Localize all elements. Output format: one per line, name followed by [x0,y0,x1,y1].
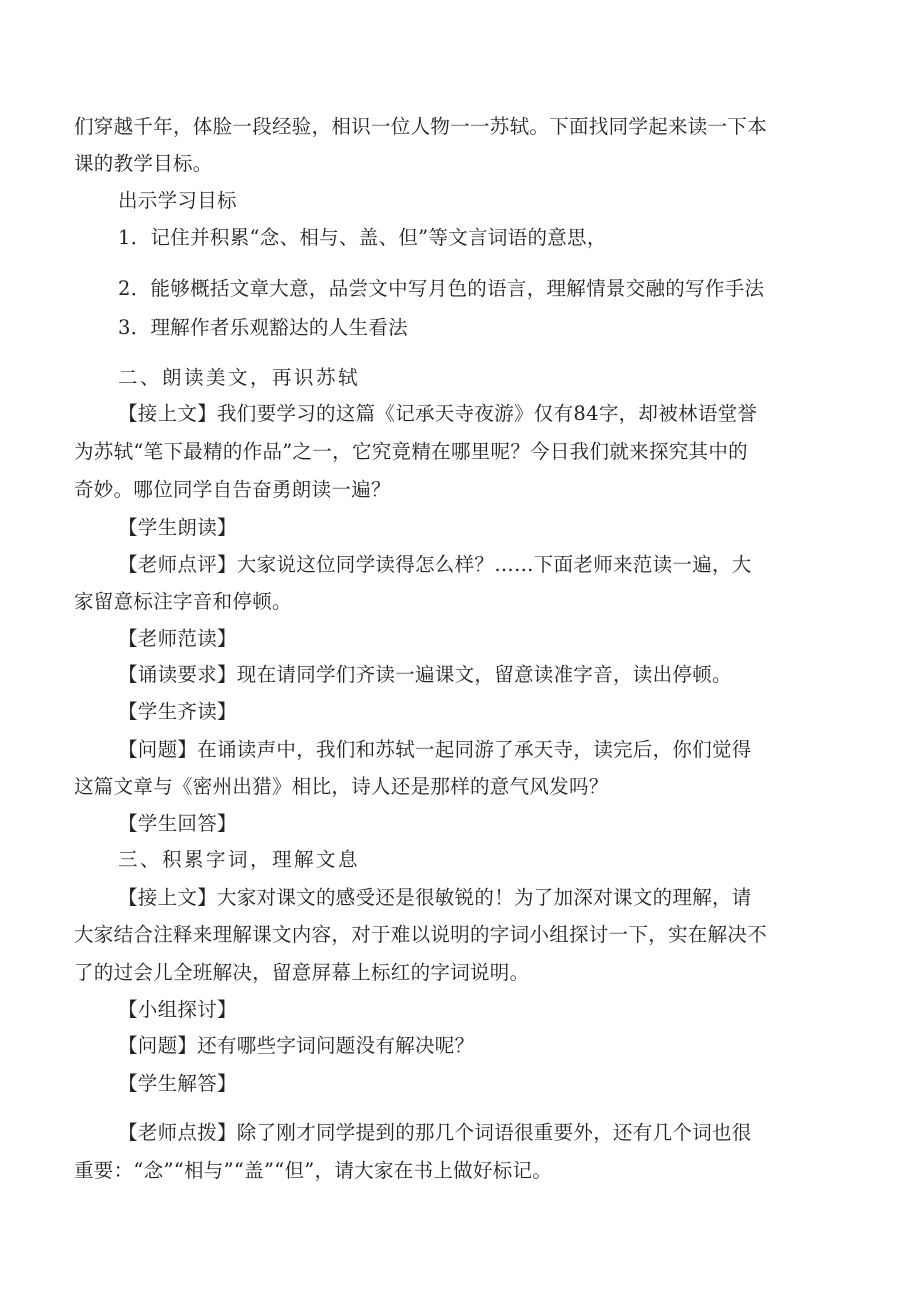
bracket-label: 【小组探讨】 [118,998,237,1021]
paragraph-line: 奇妙。哪位同学自告奋勇朗读一遍？ [74,478,391,501]
paragraph-line: 【问题】在诵读声中，我们和苏轼一起同游了承天寺，读完后，你们觉得 [118,738,752,761]
paragraph-line: 【接上文】大家对课文的感受还是很敏锐的！为了加深对课文的理解，请 [118,886,752,909]
paragraph-line: 【问题】还有哪些字词问题没有解决呢？ [118,1034,475,1057]
section-heading: 二、朗读美文，再识苏轼 [118,366,361,389]
paragraph-line: 大家结合注释来理解课文内容，对于难以说明的字词小组探讨一下，实在解决不 [74,923,768,946]
paragraph-line: 【接上文】我们要学习的这篇《记承天寺夜游》仅有84字，却被林语堂誉 [118,402,758,425]
paragraph-line: 【老师点拨】除了刚才同学提到的那几个词语很重要外，还有几个词也很 [118,1121,752,1144]
bracket-label: 【学生齐读】 [118,700,237,723]
objective-item-3: 3．理解作者乐观豁达的人生看法 [118,316,408,339]
bracket-label: 【老师范读】 [118,627,237,650]
bracket-label: 【学生解答】 [118,1072,237,1095]
section-heading: 三、积累字词，理解文息 [118,848,361,871]
paragraph-line: 了的过会儿全班解决，留意屏幕上标红的字词说明。 [74,961,530,984]
paragraph-line: 们穿越千年，体脸一段经验，相识一位人物一一苏轼。下面找同学起来读一下本 [74,115,768,138]
paragraph-line: 【诵读要求】现在请同学们齐读一遍课文，留意读准字音，读出停顿。 [118,663,732,686]
paragraph-line: 课的教学目标。 [74,152,213,175]
paragraph-line: 为苏轼“笔下最精的作品”之一，它究竟精在哪里呢？今日我们就来探究其中的 [74,440,748,463]
paragraph-line: 这篇文章与《密州出猎》相比，诗人还是那样的意气风发吗？ [74,775,609,798]
section-label: 出示学习目标 [118,189,237,212]
paragraph-line: 重要：“念”“相与”“盖”“但”，请大家在书上做好标记。 [74,1159,553,1182]
bracket-label: 【学生回答】 [118,812,237,835]
paragraph-line: 【老师点评】大家说这位同学读得怎么样？……下面老师来范读一遍，大 [118,553,752,576]
bracket-label: 【学生朗读】 [118,516,237,539]
paragraph-line: 家留意标注字音和停顿。 [74,590,292,613]
objective-item-1: 1．记住并积累“念、相与、盖、但”等文言词语的意思， [118,226,607,249]
objective-item-2: 2．能够概括文章大意，品尝文中写月色的语言，理解情景交融的写作手法 [118,277,765,300]
